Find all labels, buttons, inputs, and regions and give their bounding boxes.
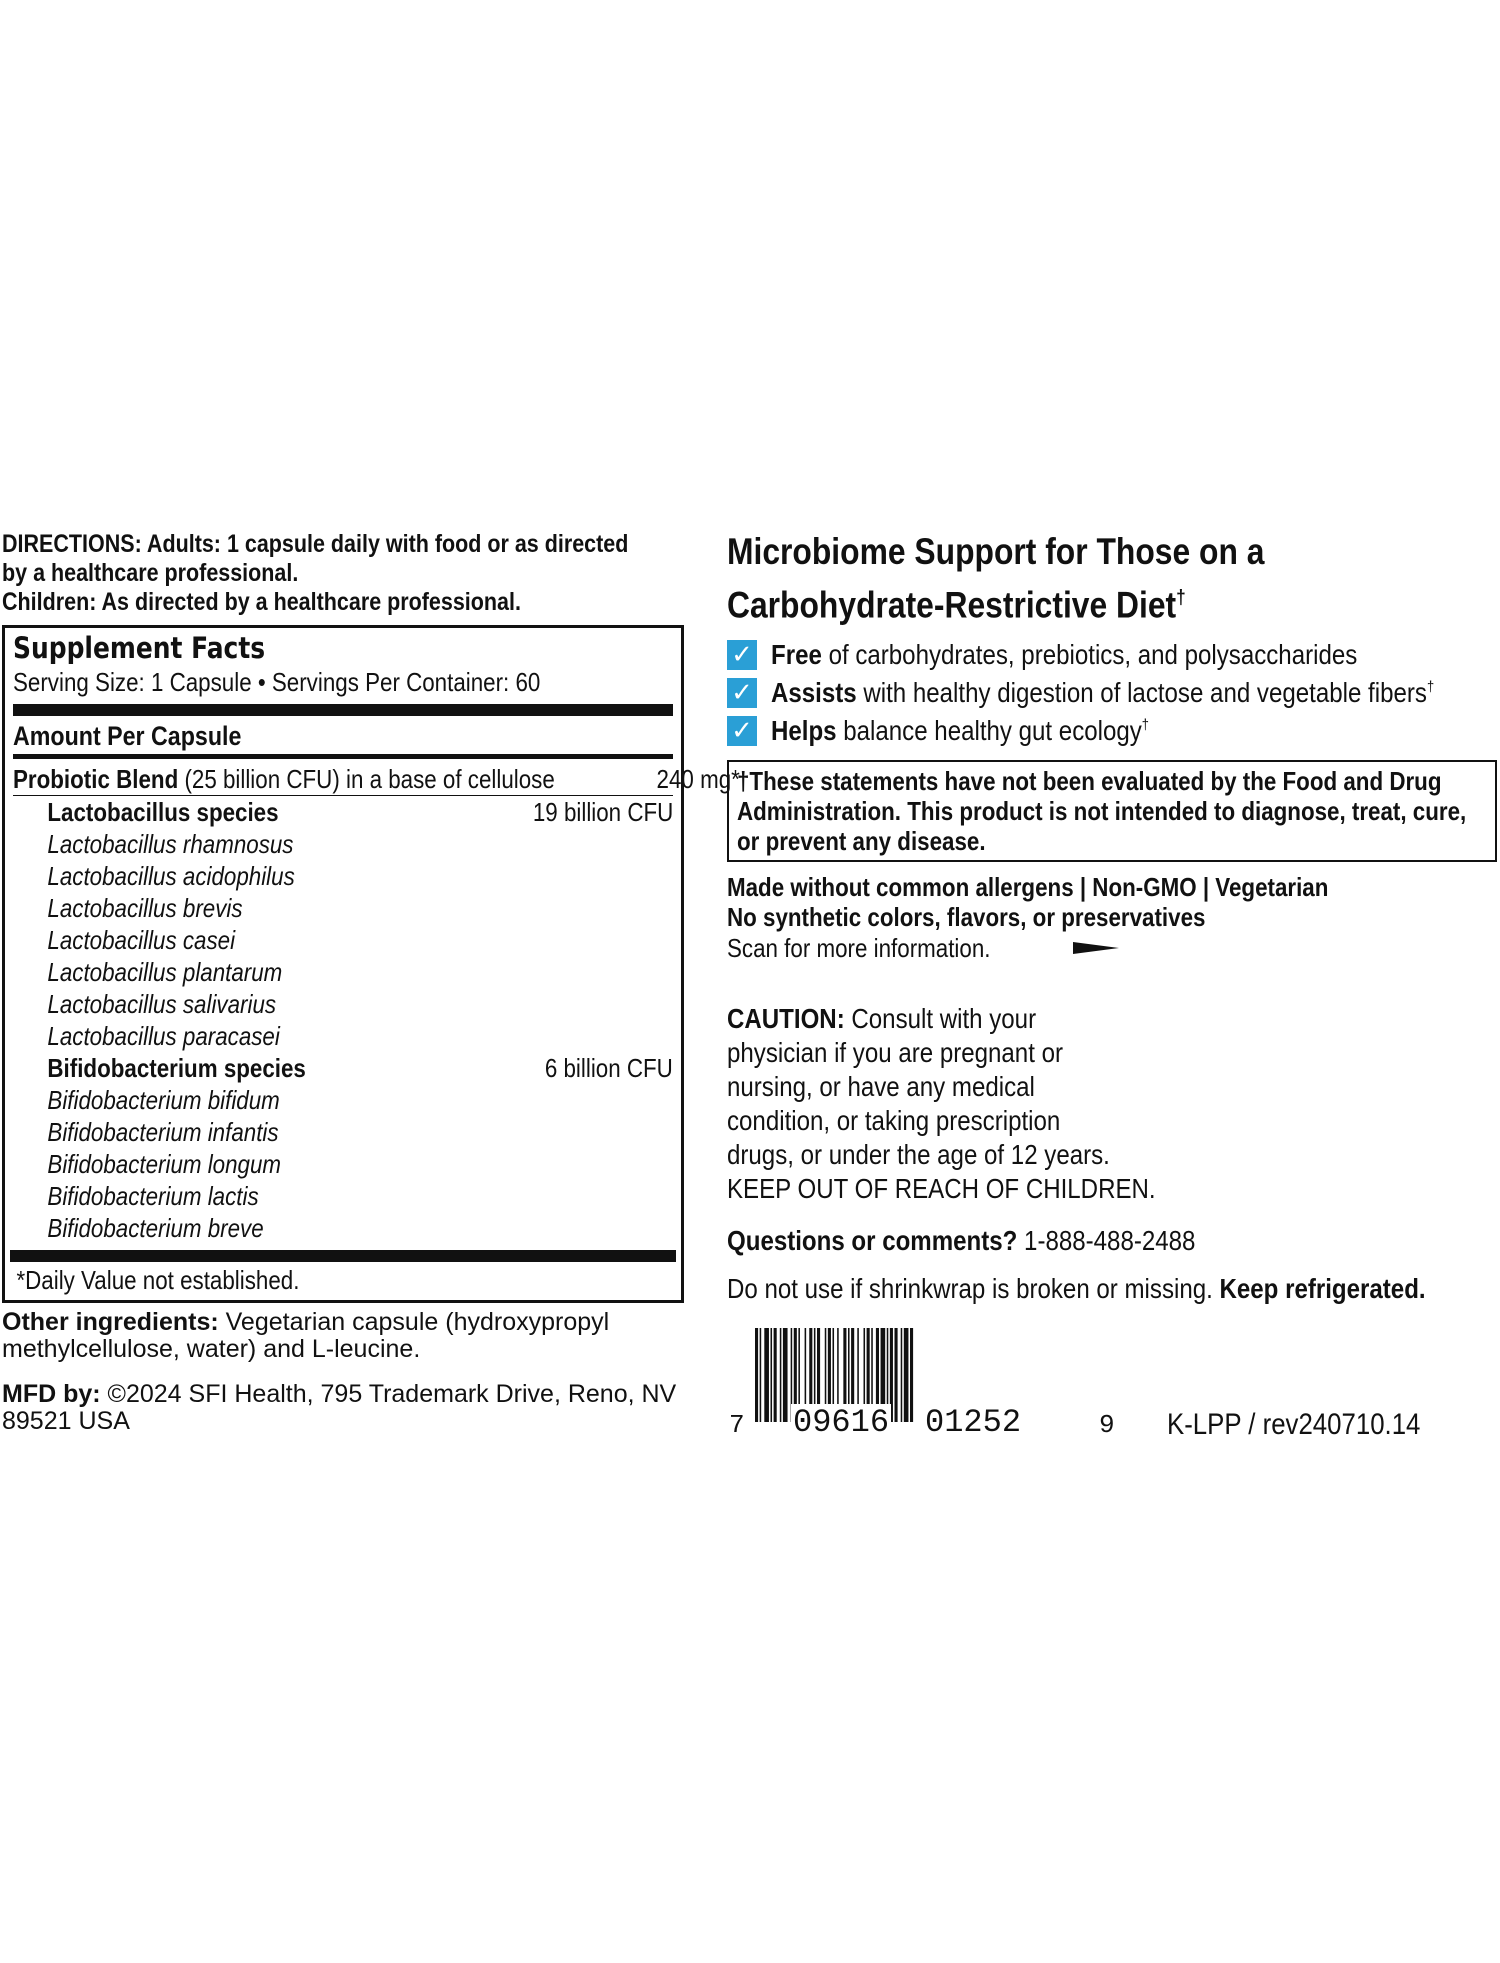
benefit-item xyxy=(727,636,1497,674)
arrow-right-icon xyxy=(1073,942,1119,954)
medium-rule xyxy=(13,754,673,759)
other-ingredients-text: Vegetarian capsule (hydroxypropyl methylcellulose, water) and L-leucine. xyxy=(2,1308,610,1363)
benefit-bold: Helps xyxy=(771,715,837,747)
phone-number: 1-888-488-2488 xyxy=(1017,1225,1196,1257)
scan-prompt xyxy=(727,932,1497,964)
product-code: K-LPP / rev240710.14 xyxy=(1167,1408,1421,1442)
left-column xyxy=(2,530,740,1435)
daily-value-footnote: *Daily Value not established. xyxy=(16,1265,300,1295)
blend-amount: 240 mg* xyxy=(656,764,740,794)
directions xyxy=(2,530,690,617)
shrinkwrap-notice xyxy=(727,1272,1497,1306)
strain-item: Lactobacillus plantarum xyxy=(47,957,283,987)
mfd-text: ©2024 SFI Health, 795 Trademark Drive, Reno, NV 89521 USA xyxy=(2,1380,677,1435)
right-column xyxy=(727,528,1497,1440)
other-ingredients-label: Other ingredients: xyxy=(2,1308,219,1336)
benefit-item xyxy=(727,674,1497,712)
dagger-mark: † xyxy=(1426,679,1435,696)
bottom-rule xyxy=(10,1250,676,1262)
strain-item: Lactobacillus paracasei xyxy=(47,1021,280,1051)
benefit-text: balance healthy gut ecology xyxy=(836,715,1142,747)
scan-text: Scan for more information. xyxy=(727,933,991,964)
other-ingredients xyxy=(2,1309,690,1363)
barcode-digits-right: 01252 xyxy=(925,1404,1022,1442)
checkmark-icon: ✓ xyxy=(727,678,757,708)
lactobacillus-group xyxy=(13,796,673,1052)
blend-description: (25 billion CFU) in a base of cellulose xyxy=(178,764,555,794)
allergen-line-2: No synthetic colors, flavors, or preservatives xyxy=(727,902,1206,933)
barcode-digit-last: 9 xyxy=(1099,1410,1115,1441)
probiotic-blend-row xyxy=(13,763,740,796)
strain-item: Lactobacillus brevis xyxy=(47,893,243,923)
caution-label: CAUTION: xyxy=(727,1003,845,1035)
strain-item: Bifidobacterium lactis xyxy=(47,1181,259,1211)
benefit-bold: Assists xyxy=(771,677,857,709)
serving-info: Serving Size: 1 Capsule • Servings Per Container: 60 xyxy=(13,667,541,697)
directions-line-2: by a healthcare professional. xyxy=(2,559,299,587)
keep-refrigerated: Keep refrigerated. xyxy=(1219,1273,1426,1305)
thick-rule xyxy=(13,704,673,716)
caution-line: nursing, or have any medical xyxy=(727,1071,1035,1103)
checkmark-icon: ✓ xyxy=(727,716,757,746)
benefit-text: with healthy digestion of lactose and vegetable fibers xyxy=(856,677,1427,709)
headline-line-1: Microbiome Support for Those on a xyxy=(727,531,1265,572)
supplement-facts-panel xyxy=(2,625,740,1303)
benefit-item xyxy=(727,712,1497,750)
fda-disclaimer: †These statements have not been evaluated by the Food and Drug Administration. This product is not intended to diagnose, treat, cure, or prevent any disease. xyxy=(737,766,1467,857)
barcode-area xyxy=(727,1328,1497,1440)
caution-line: physician if you are pregnant or xyxy=(727,1037,1063,1069)
strain-item: Lactobacillus acidophilus xyxy=(47,861,295,891)
checkmark-icon: ✓ xyxy=(727,640,757,670)
allergen-info xyxy=(727,872,1497,932)
species-amount: 19 billion CFU xyxy=(532,797,673,827)
dagger-mark: † xyxy=(1176,587,1186,609)
manufacturer xyxy=(2,1381,690,1435)
headline-line-2: Carbohydrate-Restrictive Diet xyxy=(727,584,1177,626)
dagger-mark: † xyxy=(1141,717,1149,734)
directions-line-3: Children: As directed by a healthcare professional. xyxy=(2,588,521,616)
benefit-bold: Free xyxy=(771,639,822,671)
species-row xyxy=(13,796,673,828)
allergen-line-1: Made without common allergens | Non-GMO | Vegetarian xyxy=(727,872,1329,903)
species-name: Bifidobacterium species xyxy=(47,1053,306,1083)
mfd-label: MFD by: xyxy=(2,1380,101,1408)
benefits-list xyxy=(727,636,1497,750)
strain-item: Bifidobacterium bifidum xyxy=(47,1085,280,1115)
strain-item: Lactobacillus rhamnosus xyxy=(47,829,294,859)
caution-line: drugs, or under the age of 12 years. xyxy=(727,1139,1110,1171)
supplement-facts-title: Supplement Facts xyxy=(13,631,266,665)
strain-item: Bifidobacterium longum xyxy=(47,1149,282,1179)
species-row xyxy=(13,1052,673,1084)
directions-line-1: DIRECTIONS: Adults: 1 capsule daily with food or as directed xyxy=(2,530,629,558)
barcode-digit-first: 7 xyxy=(729,1410,745,1441)
species-amount: 6 billion CFU xyxy=(545,1053,673,1083)
strain-item: Lactobacillus salivarius xyxy=(47,989,277,1019)
amount-per-capsule-header: Amount Per Capsule xyxy=(13,721,242,751)
species-name: Lactobacillus species xyxy=(47,797,279,827)
headline xyxy=(727,528,1497,628)
strain-item: Lactobacillus casei xyxy=(47,925,236,955)
blend-name: Probiotic Blend xyxy=(13,764,179,794)
barcode-digits-left: 09616 xyxy=(793,1404,890,1442)
bifidobacterium-group xyxy=(13,1052,673,1244)
caution-line: Consult with your xyxy=(844,1003,1037,1035)
shrinkwrap-text: Do not use if shrinkwrap is broken or missing. xyxy=(727,1273,1220,1305)
questions-line xyxy=(727,1224,1497,1258)
strain-item: Bifidobacterium infantis xyxy=(47,1117,279,1147)
questions-label: Questions or comments? xyxy=(727,1225,1018,1257)
keep-out-warning: KEEP OUT OF REACH OF CHILDREN. xyxy=(727,1173,1156,1205)
caution-block xyxy=(727,1002,1497,1206)
strain-item: Bifidobacterium breve xyxy=(47,1213,264,1243)
fda-disclaimer-box xyxy=(727,760,1497,862)
benefit-text: of carbohydrates, prebiotics, and polysaccharides xyxy=(821,639,1358,671)
caution-line: condition, or taking prescription xyxy=(727,1105,1061,1137)
